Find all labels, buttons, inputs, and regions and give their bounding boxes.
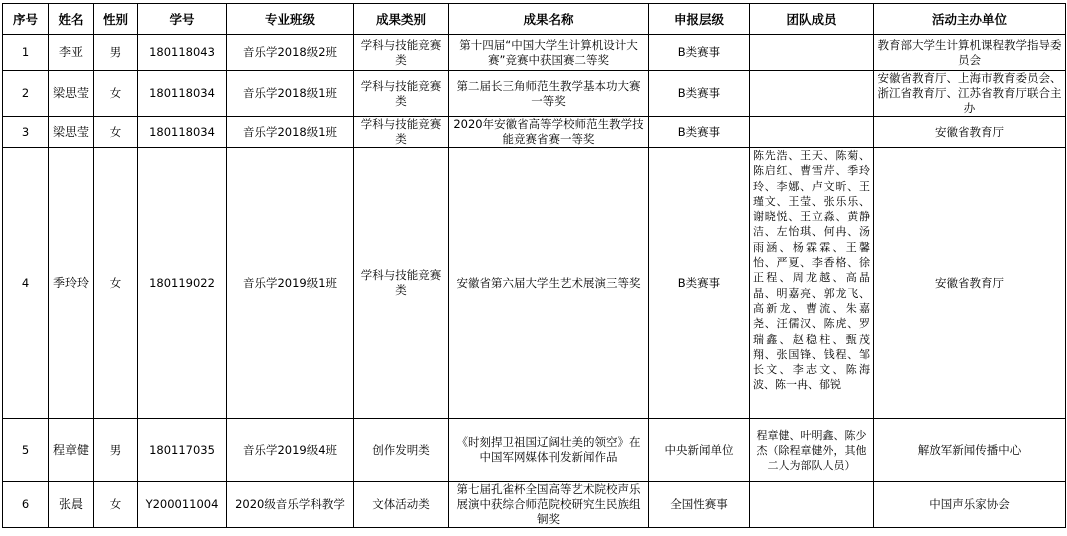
cell-student-id: 180119022 xyxy=(138,148,227,419)
cell-team xyxy=(750,71,874,117)
cell-no: 2 xyxy=(3,71,49,117)
cell-no: 5 xyxy=(3,419,49,482)
table-row xyxy=(3,117,1066,148)
header-category: 成果类别 xyxy=(354,4,449,35)
cell-class: 音乐学2018级1班 xyxy=(227,71,354,117)
cell-class: 音乐学2018级2班 xyxy=(227,35,354,71)
cell-organizer: 安徽省教育厅、上海市教育委员会、浙江省教育厅、江苏省教育厅联合主办 xyxy=(874,71,1066,117)
header-student-id: 学号 xyxy=(138,4,227,35)
cell-student-id: 180118043 xyxy=(138,35,227,71)
cell-student-id: Y200011004 xyxy=(138,482,227,528)
cell-name: 李亚 xyxy=(49,35,94,71)
cell-gender: 男 xyxy=(94,35,138,71)
cell-organizer: 中国声乐家协会 xyxy=(874,482,1066,528)
cell-level: B类赛事 xyxy=(649,35,750,71)
cell-gender: 女 xyxy=(94,71,138,117)
achievement-table xyxy=(2,3,1066,528)
cell-category: 学科与技能竞赛类 xyxy=(354,35,449,71)
table-row xyxy=(3,35,1066,71)
cell-organizer: 安徽省教育厅 xyxy=(874,117,1066,148)
cell-level: B类赛事 xyxy=(649,71,750,117)
header-name: 姓名 xyxy=(49,4,94,35)
cell-achievement: 第七届孔雀杯全国高等艺术院校声乐展演中获综合师范院校研究生民族组 铜奖 xyxy=(449,482,649,528)
header-no: 序号 xyxy=(3,4,49,35)
cell-level: B类赛事 xyxy=(649,117,750,148)
header-level: 申报层级 xyxy=(649,4,750,35)
cell-level: B类赛事 xyxy=(649,148,750,419)
cell-team: 程章健、叶明鑫、陈少杰（除程章健外，其他二人为部队人员） xyxy=(750,419,874,482)
cell-name: 季玲玲 xyxy=(49,148,94,419)
cell-no: 6 xyxy=(3,482,49,528)
cell-category: 学科与技能竞赛类 xyxy=(354,148,449,419)
cell-student-id: 180117035 xyxy=(138,419,227,482)
cell-name: 张晨 xyxy=(49,482,94,528)
cell-gender: 女 xyxy=(94,117,138,148)
cell-organizer: 解放军新闻传播中心 xyxy=(874,419,1066,482)
cell-level: 全国性赛事 xyxy=(649,482,750,528)
cell-achievement: 2020年安徽省高等学校师范生教学技能竞赛省赛一等奖 xyxy=(449,117,649,148)
table-row xyxy=(3,148,1066,419)
cell-level: 中央新闻单位 xyxy=(649,419,750,482)
cell-student-id: 180118034 xyxy=(138,117,227,148)
cell-name: 程章健 xyxy=(49,419,94,482)
header-class: 专业班级 xyxy=(227,4,354,35)
cell-class: 2020级音乐学科教学 xyxy=(227,482,354,528)
table-row xyxy=(3,482,1066,528)
cell-class: 音乐学2018级1班 xyxy=(227,117,354,148)
cell-team: 陈先浩、王天、陈菊、陈启红、曹雪芹、季玲玲、李娜、卢文昕、王瑾文、王莹、张乐乐、谢晓悦、王立淼、黄静洁、左怡琪、何冉、汤雨涵、杨霖霖、王馨怡、严夏、李香格、徐正程、周龙越、高晶晶、明嘉亮、郭龙飞、高新龙、曹流、朱嘉尧、汪儒汉、陈虎、罗瑞鑫、赵稳柱、甄茂翔、张国锋、钱程、邹长文、李志文、陈海波、陈一冉、郁锐 xyxy=(750,148,874,419)
cell-student-id: 180118034 xyxy=(138,71,227,117)
header-achievement: 成果名称 xyxy=(449,4,649,35)
header-row xyxy=(3,4,1066,35)
cell-gender: 女 xyxy=(94,148,138,419)
header-team: 团队成员 xyxy=(750,4,874,35)
cell-class: 音乐学2019级4班 xyxy=(227,419,354,482)
cell-team xyxy=(750,482,874,528)
cell-team xyxy=(750,117,874,148)
cell-organizer: 安徽省教育厅 xyxy=(874,148,1066,419)
cell-achievement: 第十四届“中国大学生计算机设计大赛”竞赛中获国赛二等奖 xyxy=(449,35,649,71)
cell-gender: 女 xyxy=(94,482,138,528)
cell-achievement: 《时刻捍卫祖国辽阔壮美的领空》在中国军网媒体刊发新闻作品 xyxy=(449,419,649,482)
cell-no: 3 xyxy=(3,117,49,148)
cell-category: 学科与技能竞赛类 xyxy=(354,71,449,117)
cell-class: 音乐学2019级1班 xyxy=(227,148,354,419)
cell-category: 学科与技能竞赛类 xyxy=(354,117,449,148)
table-row xyxy=(3,71,1066,117)
header-gender: 性别 xyxy=(94,4,138,35)
table-row xyxy=(3,419,1066,482)
cell-category: 文体活动类 xyxy=(354,482,449,528)
cell-no: 1 xyxy=(3,35,49,71)
cell-name: 梁思莹 xyxy=(49,71,94,117)
header-organizer: 活动主办单位 xyxy=(874,4,1066,35)
cell-no: 4 xyxy=(3,148,49,419)
cell-team xyxy=(750,35,874,71)
cell-name: 梁思莹 xyxy=(49,117,94,148)
cell-category: 创作发明类 xyxy=(354,419,449,482)
cell-organizer: 教育部大学生计算机课程教学指导委员会 xyxy=(874,35,1066,71)
cell-achievement: 第二届长三角师范生教学基本功大赛一等奖 xyxy=(449,71,649,117)
cell-achievement: 安徽省第六届大学生艺术展演三等奖 xyxy=(449,148,649,419)
cell-gender: 男 xyxy=(94,419,138,482)
